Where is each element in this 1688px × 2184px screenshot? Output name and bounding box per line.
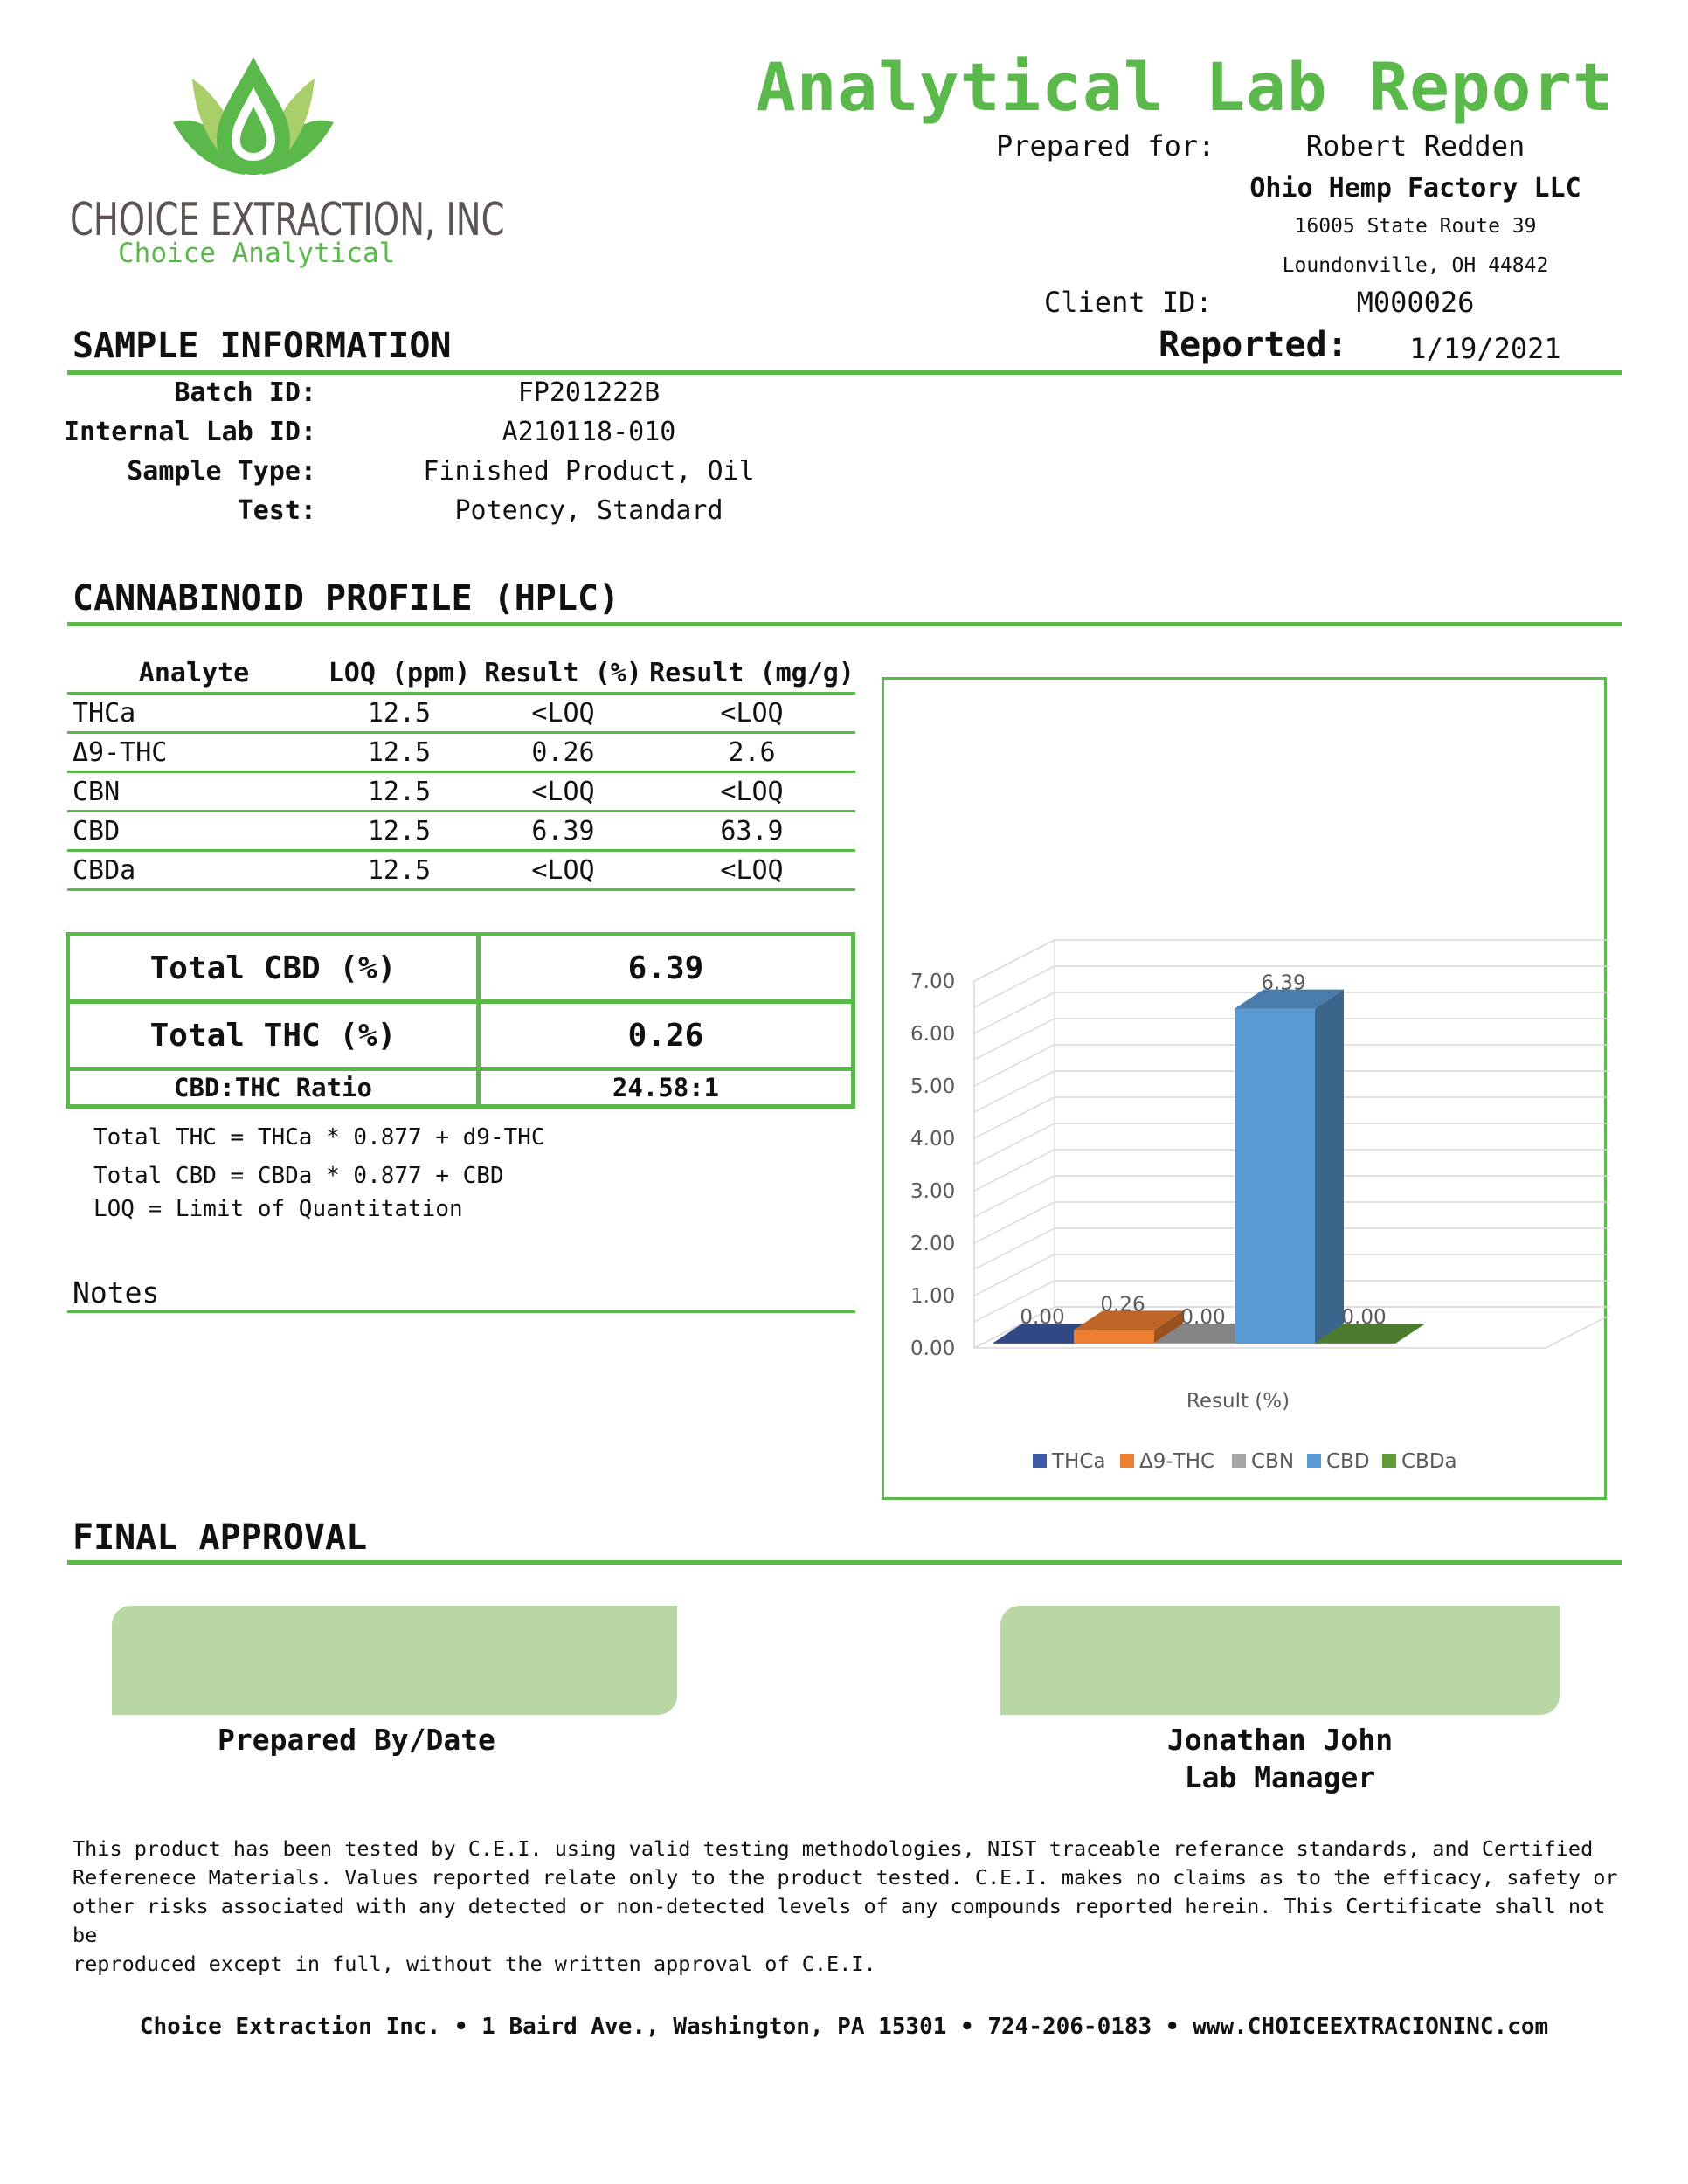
y-tick-label: 1.00 (910, 1285, 956, 1308)
result-mgg-cell: <LOQ (648, 851, 855, 890)
notes-title: Notes (73, 1275, 160, 1310)
test-value: Potency, Standard (454, 495, 723, 526)
total-cbd-row (68, 935, 854, 1002)
legend-swatch (1307, 1454, 1321, 1468)
internal-lab-id-label: Internal Lab ID: (64, 417, 316, 447)
bar-thca-front (993, 1343, 1074, 1344)
loq-cell: 12.5 (321, 772, 478, 812)
result-pct-cell: <LOQ (478, 772, 648, 812)
bar-cbd-side (1315, 990, 1344, 1344)
client-address-line2: Loundonville, OH 44842 (1282, 254, 1549, 277)
bar-cbn-front (1154, 1343, 1235, 1344)
result-mgg-cell: <LOQ (648, 694, 855, 733)
bar-cbd-front (1235, 1009, 1315, 1344)
data-label: 0.00 (1020, 1306, 1065, 1329)
sample-info-title: SAMPLE INFORMATION (73, 326, 452, 366)
formula-loq: LOQ = Limit of Quantitation (93, 1196, 463, 1222)
totals-table (66, 932, 855, 1109)
data-label: 0.26 (1100, 1293, 1145, 1317)
batch-id-value: FP201222B (517, 377, 661, 408)
sample-info-divider (67, 370, 1622, 375)
company-subname: Choice Analytical (118, 238, 396, 269)
table-row (67, 772, 855, 812)
data-label: 0.00 (1341, 1306, 1387, 1329)
cannabinoid-table (67, 653, 855, 891)
client-name: Robert Redden (1305, 129, 1525, 162)
results-chart (882, 677, 1607, 1500)
result-mgg-cell: 63.9 (648, 812, 855, 851)
sample-type-label: Sample Type: (127, 456, 316, 487)
result-pct-cell: 0.26 (478, 733, 648, 772)
analyte-cell: Δ9-THC (67, 733, 321, 772)
analyte-cell: THCa (67, 694, 321, 733)
total-cbd-label: Total CBD (%) (68, 935, 479, 1002)
disclaimer-text: This product has been tested by C.E.I. using valid testing methodologies, NIST traceable referance standards, and Certified Referenece Materials. Values reported relate only to the product tested. C.E.I. makes no claims as to the efficacy, safety or other risks associated with any detected or non-detected levels of any compounds reported herein. This Certificate shall not be reproduced except in full, without the written approval of C.E.I. (73, 1836, 1618, 1976)
lab-manager-signature-box[interactable] (1000, 1606, 1560, 1715)
report-title: Analytical Lab Report (756, 48, 1614, 126)
legend-swatch (1033, 1454, 1047, 1468)
formula-total-cbd: Total CBD = CBDa * 0.877 + CBD (93, 1163, 504, 1189)
reported-date: 1/19/2021 (1409, 332, 1561, 365)
footer-contact: Choice Extraction Inc. • 1 Baird Ave., Washington, PA 15301 • 724-206-0183 • www.CHOICEEXTRACIONINC.com (139, 2014, 1549, 2040)
total-thc-label: Total THC (%) (68, 1002, 479, 1069)
y-tick-label: 4.00 (910, 1128, 956, 1151)
internal-lab-id-value: A210118-010 (502, 417, 676, 447)
table-row (67, 733, 855, 772)
loq-cell: 12.5 (321, 812, 478, 851)
lotus-droplet-icon (157, 52, 349, 183)
result-pct-cell: <LOQ (478, 851, 648, 890)
result-pct-cell: 6.39 (478, 812, 648, 851)
table-header-row (67, 653, 855, 694)
legend-swatch (1232, 1454, 1246, 1468)
prepared-by-signature-box[interactable] (112, 1606, 677, 1715)
col-result-pct: Result (%) (478, 653, 648, 694)
result-pct-cell: <LOQ (478, 694, 648, 733)
client-id-label: Client ID: (1044, 286, 1213, 319)
reported-label: Reported: (1159, 325, 1348, 365)
final-approval-divider (67, 1560, 1622, 1565)
legend-entry: THCa (1052, 1450, 1106, 1473)
lab-manager-name: Jonathan John (1166, 1723, 1394, 1757)
legend-swatch (1382, 1454, 1396, 1468)
prepared-for-label: Prepared for: (996, 129, 1215, 162)
y-tick-label: 6.00 (910, 1023, 956, 1046)
loq-cell: 12.5 (321, 851, 478, 890)
analyte-cell: CBD (67, 812, 321, 851)
legend-swatch (1120, 1454, 1134, 1468)
col-analyte: Analyte (67, 653, 321, 694)
data-label: 0.00 (1180, 1306, 1226, 1329)
cannabinoid-profile-divider (67, 622, 1622, 626)
ratio-value: 24.58:1 (479, 1069, 854, 1107)
y-tick-label: 7.00 (910, 971, 956, 993)
x-axis-label: Result (%) (1186, 1390, 1290, 1413)
final-approval-title: FINAL APPROVAL (73, 1517, 368, 1558)
analyte-cell: CBN (67, 772, 321, 812)
col-result-mgg: Result (mg/g) (648, 653, 855, 694)
table-row (67, 851, 855, 890)
legend-entry: Δ9-THC (1139, 1450, 1215, 1473)
test-label: Test: (237, 495, 316, 526)
bar-9thc-front (1074, 1330, 1154, 1344)
total-thc-row (68, 1002, 854, 1069)
notes-divider (67, 1310, 855, 1313)
client-company: Ohio Hemp Factory LLC (1249, 173, 1581, 204)
y-tick-label: 5.00 (910, 1075, 956, 1098)
client-id: M000026 (1356, 286, 1475, 319)
table-row (67, 812, 855, 851)
analyte-cell: CBDa (67, 851, 321, 890)
lab-manager-title: Lab Manager (1184, 1760, 1376, 1794)
result-mgg-cell: <LOQ (648, 772, 855, 812)
sample-type-value: Finished Product, Oil (423, 456, 755, 487)
formula-total-thc: Total THC = THCa * 0.877 + d9-THC (93, 1124, 545, 1151)
cannabinoid-profile-title: CANNABINOID PROFILE (HPLC) (73, 578, 620, 619)
prepared-by-label: Prepared By/Date (218, 1723, 495, 1757)
col-loq: LOQ (ppm) (321, 653, 478, 694)
company-name: CHOICE EXTRACTION, INC (70, 194, 505, 246)
total-thc-value: 0.26 (479, 1002, 854, 1069)
legend-entry: CBDa (1401, 1450, 1457, 1473)
legend-entry: CBN (1251, 1450, 1295, 1473)
legend-entry: CBD (1326, 1450, 1370, 1473)
y-tick-label: 0.00 (910, 1337, 956, 1360)
bar-cbda-front (1315, 1343, 1395, 1344)
result-mgg-cell: 2.6 (648, 733, 855, 772)
table-row (67, 694, 855, 733)
y-tick-label: 2.00 (910, 1233, 956, 1255)
batch-id-label: Batch ID: (174, 377, 316, 408)
ratio-row (68, 1069, 854, 1107)
loq-cell: 12.5 (321, 694, 478, 733)
client-address-line1: 16005 State Route 39 (1294, 215, 1537, 238)
total-cbd-value: 6.39 (479, 935, 854, 1002)
ratio-label: CBD:THC Ratio (68, 1069, 479, 1107)
loq-cell: 12.5 (321, 733, 478, 772)
data-label: 6.39 (1261, 971, 1306, 995)
y-tick-label: 3.00 (910, 1180, 956, 1203)
